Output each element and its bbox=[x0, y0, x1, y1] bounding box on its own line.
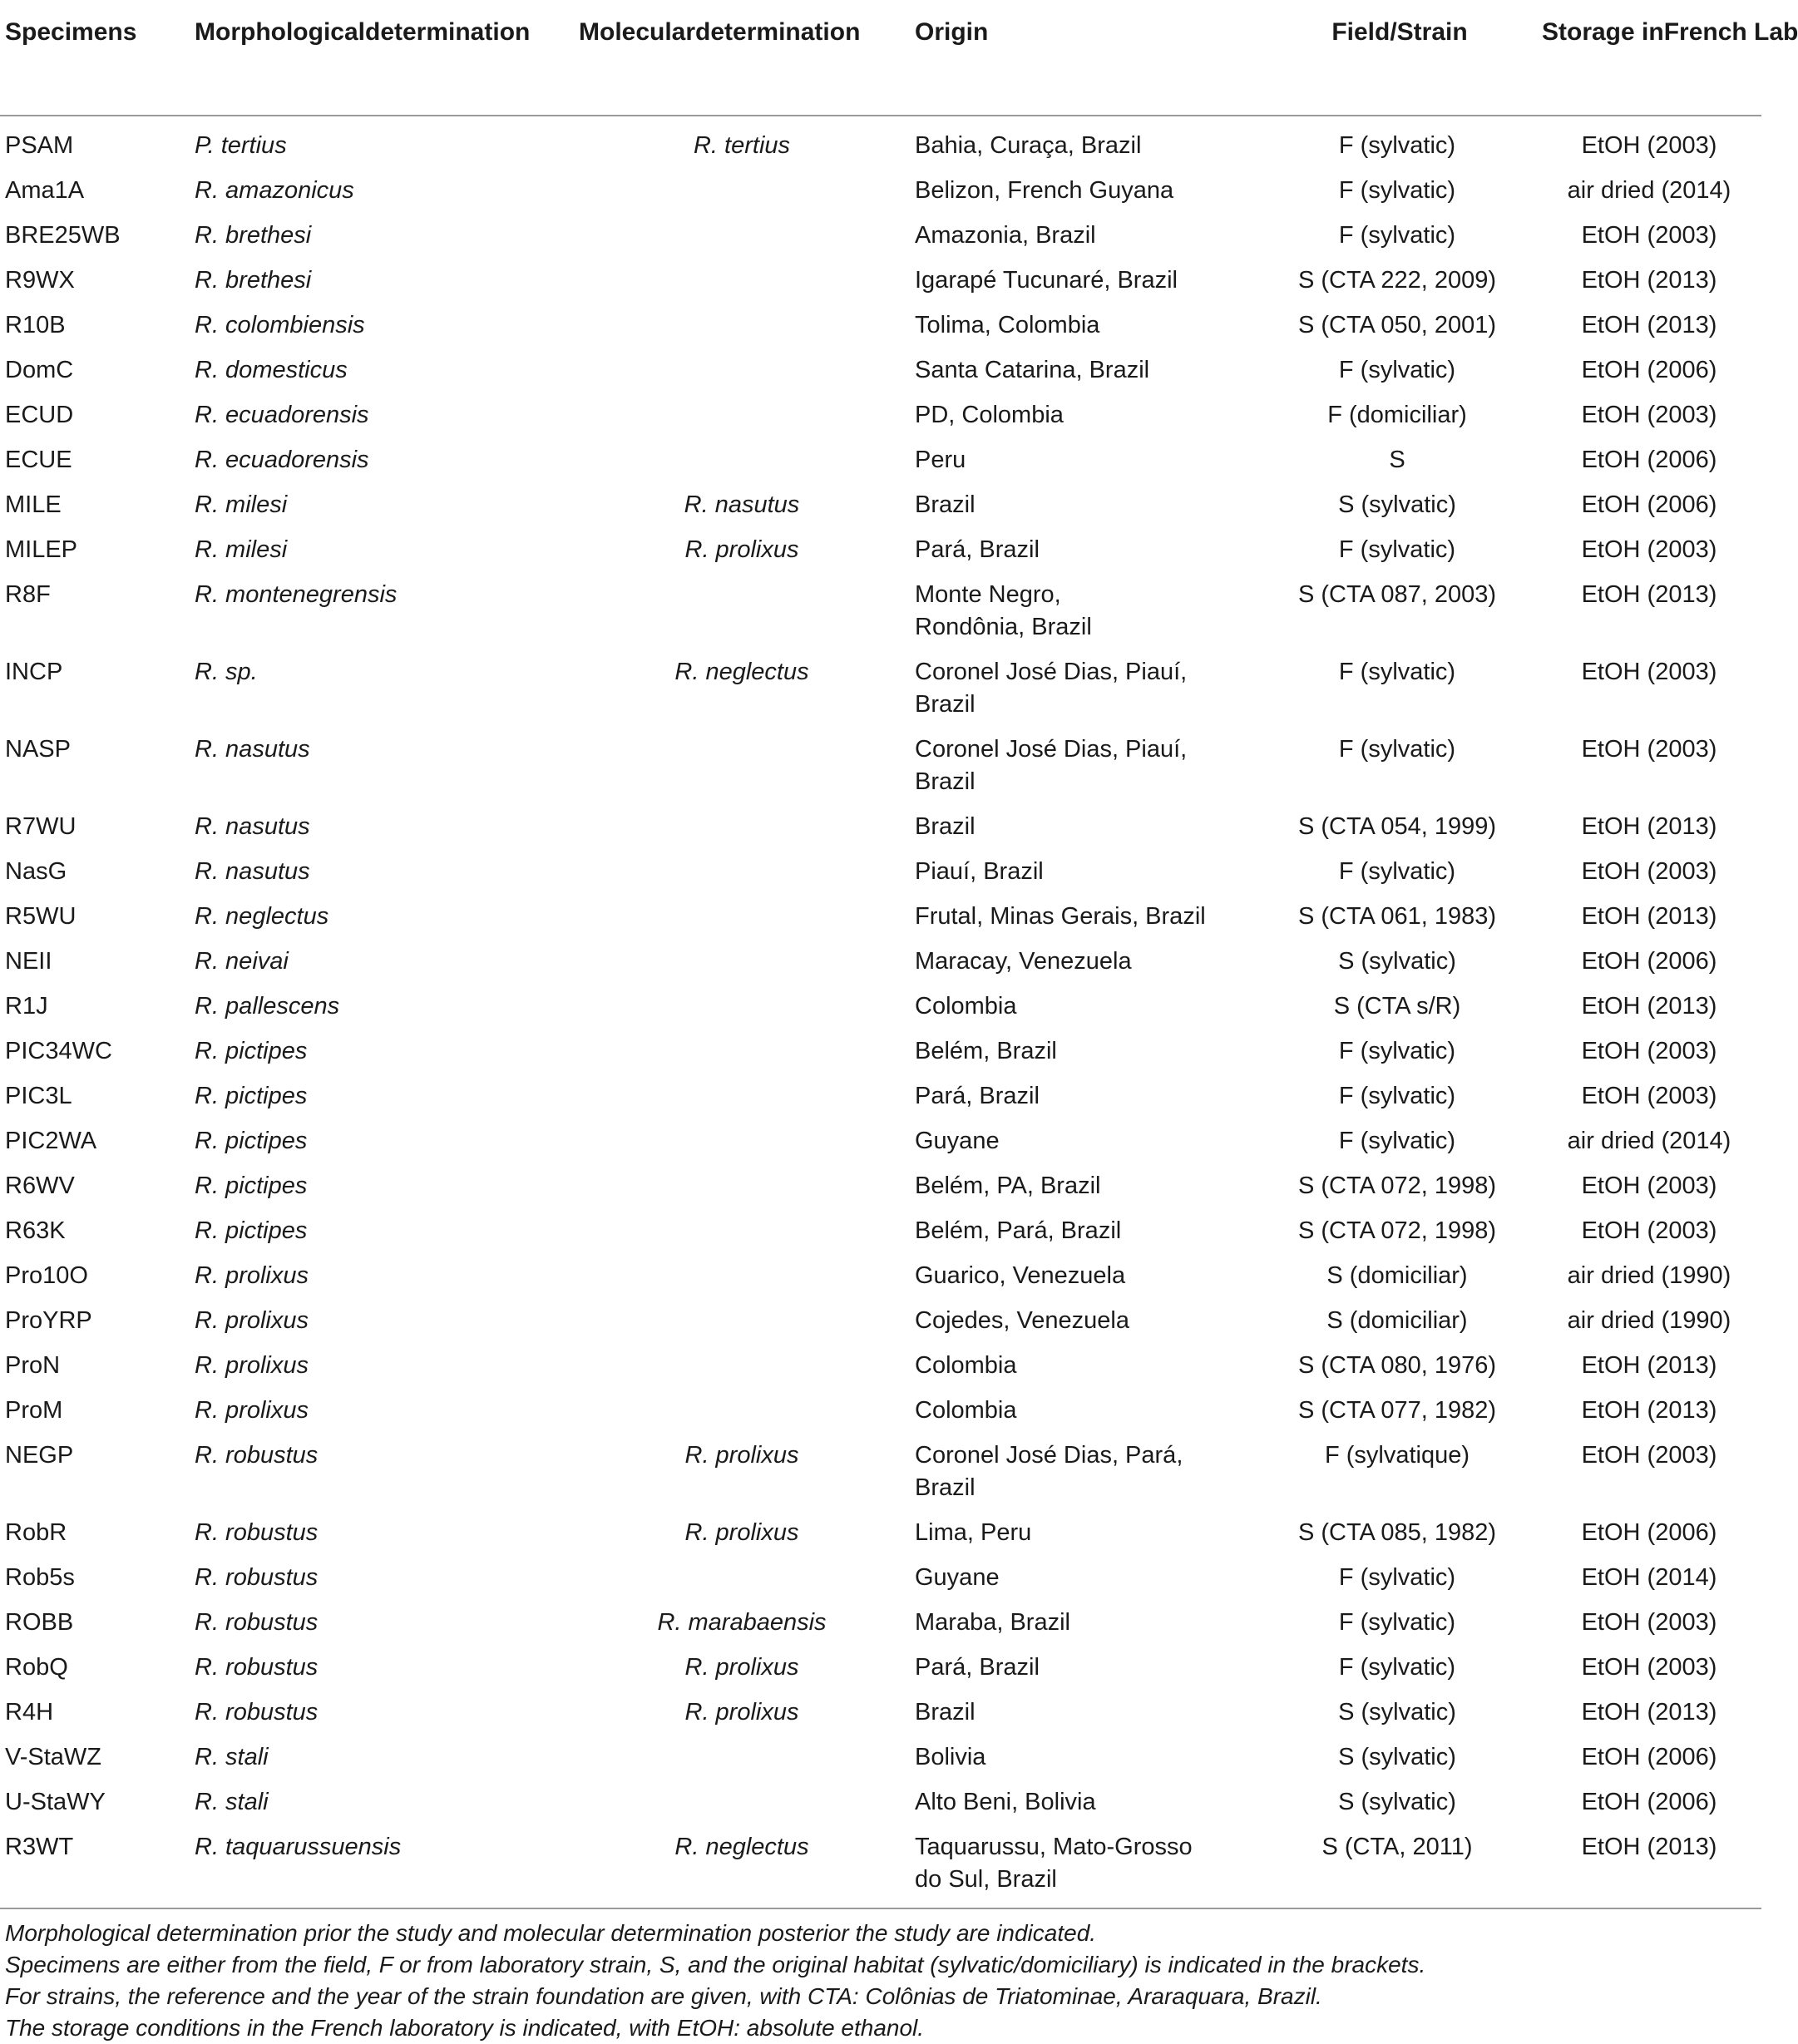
storage-cell: air dried (1990) bbox=[1567, 1307, 1731, 1334]
specimen-cell: R4H bbox=[5, 1699, 54, 1726]
footnote-line: The storage conditions in the French laboratory is indicated, with EtOH: absolute ethanol. bbox=[5, 2015, 925, 2041]
table-row bbox=[0, 1434, 1761, 1511]
table-row bbox=[0, 259, 1761, 304]
molecular-cell: R. neglectus bbox=[674, 659, 809, 685]
molecular-cell: R. prolixus bbox=[684, 1699, 799, 1726]
header-origin: Origin bbox=[910, 0, 1257, 116]
morphological-cell: R. robustus bbox=[195, 1564, 319, 1591]
field-strain-cell: S (CTA 087, 2003) bbox=[1297, 581, 1497, 608]
morphological-cell: R. domesticus bbox=[195, 357, 348, 383]
specimen-cell: PIC3L bbox=[5, 1083, 72, 1109]
table-row bbox=[0, 304, 1761, 348]
molecular-cell bbox=[574, 1164, 910, 1209]
origin-cell: Pará, Brazil bbox=[915, 1654, 1040, 1681]
molecular-cell bbox=[574, 728, 910, 805]
table-row bbox=[0, 1691, 1761, 1735]
storage-cell: EtOH (2013) bbox=[1581, 1397, 1717, 1424]
morphological-cell: R. pictipes bbox=[195, 1217, 308, 1244]
table-row bbox=[0, 985, 1761, 1029]
origin-cell: Amazonia, Brazil bbox=[915, 222, 1096, 249]
molecular-cell bbox=[574, 169, 910, 214]
molecular-cell: R. tertius bbox=[693, 132, 791, 159]
storage-cell: EtOH (2003) bbox=[1581, 659, 1717, 685]
table-row bbox=[0, 1299, 1761, 1344]
molecular-cell bbox=[574, 348, 910, 393]
storage-cell: EtOH (2003) bbox=[1581, 1173, 1717, 1199]
morphological-cell: R. milesi bbox=[195, 491, 288, 518]
origin-cell: Maraba, Brazil bbox=[915, 1609, 1070, 1636]
field-strain-cell: F (sylvatic) bbox=[1338, 1128, 1456, 1154]
footnote-line: Morphological determination prior the study and molecular determination posterior the study are indicated. bbox=[5, 1920, 1097, 1946]
field-strain-cell: F (sylvatic) bbox=[1338, 858, 1456, 885]
origin-cell: Belém, Brazil bbox=[915, 1038, 1057, 1064]
storage-cell: EtOH (2006) bbox=[1581, 1789, 1717, 1815]
molecular-cell bbox=[574, 940, 910, 985]
table-row bbox=[0, 650, 1761, 728]
morphological-cell: R. ecuadorensis bbox=[195, 447, 369, 473]
molecular-cell bbox=[574, 1029, 910, 1074]
origin-cell: Belizon, French Guyana bbox=[915, 177, 1174, 204]
field-strain-cell: F (sylvatic) bbox=[1338, 1609, 1456, 1636]
specimen-cell: DomC bbox=[5, 357, 74, 383]
specimen-cell: Ama1A bbox=[5, 177, 85, 204]
molecular-cell bbox=[574, 304, 910, 348]
table-row bbox=[0, 1209, 1761, 1254]
origin-cell: Maracay, Venezuela bbox=[915, 948, 1132, 975]
storage-cell: EtOH (2003) bbox=[1581, 1609, 1717, 1636]
morphological-cell: R. neivai bbox=[195, 948, 289, 975]
field-strain-cell: F (sylvatique) bbox=[1324, 1442, 1470, 1469]
table-body bbox=[0, 116, 1761, 1908]
specimen-cell: R9WX bbox=[5, 267, 75, 294]
specimen-cell: RobQ bbox=[5, 1654, 68, 1681]
specimen-cell: R1J bbox=[5, 993, 48, 1020]
field-strain-cell: F (sylvatic) bbox=[1338, 536, 1456, 563]
storage-cell: EtOH (2013) bbox=[1581, 903, 1717, 930]
morphological-cell: R. robustus bbox=[195, 1654, 319, 1681]
header-storage: Storage inFrench Lab bbox=[1537, 0, 1761, 116]
molecular-cell bbox=[574, 393, 910, 438]
table-row bbox=[0, 438, 1761, 483]
molecular-cell: R. marabaensis bbox=[657, 1609, 827, 1636]
morphological-cell: R. nasutus bbox=[195, 813, 310, 840]
morphological-cell: R. montenegrensis bbox=[195, 581, 398, 608]
molecular-cell bbox=[574, 573, 910, 650]
origin-cell: Frutal, Minas Gerais, Brazil bbox=[915, 903, 1206, 930]
specimen-cell: ProN bbox=[5, 1352, 61, 1379]
storage-cell: EtOH (2003) bbox=[1581, 222, 1717, 249]
field-strain-cell: F (sylvatic) bbox=[1338, 1564, 1456, 1591]
molecular-cell: R. neglectus bbox=[574, 1825, 910, 1908]
molecular-cell bbox=[574, 438, 910, 483]
storage-cell: EtOH (2006) bbox=[1581, 1519, 1717, 1546]
origin-cell: Coronel José Dias, Piauí, Brazil bbox=[915, 659, 1188, 718]
morphological-cell: R. robustus bbox=[195, 1609, 319, 1636]
origin-cell: Bolivia bbox=[915, 1744, 986, 1770]
specimen-cell: R8F bbox=[5, 581, 51, 608]
field-strain-cell: F (domiciliar) bbox=[1327, 402, 1467, 428]
footnote-line: Specimens are either from the field, F or from laboratory strain, S, and the original habitat (sylvatic/domiciliary) is indicated in the brackets. bbox=[5, 1952, 1426, 1977]
morphological-cell: R. brethesi bbox=[195, 267, 312, 294]
table-row bbox=[0, 805, 1761, 850]
storage-cell: air dried (1990) bbox=[1567, 1262, 1731, 1289]
specimen-cell: RobR bbox=[5, 1519, 67, 1546]
origin-cell: Bahia, Curaça, Brazil bbox=[915, 132, 1142, 159]
storage-cell: air dried (2014) bbox=[1567, 177, 1731, 204]
molecular-cell bbox=[574, 259, 910, 304]
specimen-cell: MILE bbox=[5, 491, 62, 518]
table-row bbox=[0, 1646, 1761, 1691]
table-row bbox=[0, 850, 1761, 895]
field-strain-cell: S (sylvatic) bbox=[1338, 1699, 1456, 1726]
origin-cell: Colombia bbox=[915, 1397, 1017, 1424]
specimen-cell: ProM bbox=[5, 1397, 63, 1424]
origin-cell: Lima, Peru bbox=[915, 1519, 1032, 1546]
specimen-cell: R3WT bbox=[0, 1825, 190, 1908]
table-row bbox=[0, 1029, 1761, 1074]
table-row bbox=[0, 169, 1761, 214]
storage-cell: EtOH (2013) bbox=[1581, 267, 1717, 294]
table-row bbox=[0, 214, 1761, 259]
morphological-cell: R. robustus bbox=[195, 1699, 319, 1726]
field-strain-cell: S (CTA 077, 1982) bbox=[1297, 1397, 1497, 1424]
table-footnotes bbox=[0, 1909, 1761, 2044]
field-strain-cell: S (CTA 080, 1976) bbox=[1297, 1352, 1497, 1379]
morphological-cell: R. brethesi bbox=[195, 222, 312, 249]
table-row bbox=[0, 895, 1761, 940]
origin-cell: Brazil bbox=[915, 1699, 976, 1726]
field-strain-cell: S (CTA s/R) bbox=[1333, 993, 1461, 1020]
molecular-cell bbox=[574, 214, 910, 259]
morphological-cell: R. pictipes bbox=[195, 1083, 308, 1109]
specimen-cell: PSAM bbox=[5, 132, 74, 159]
specimen-cell: V-StaWZ bbox=[5, 1744, 102, 1770]
morphological-cell: R. colombiensis bbox=[195, 312, 365, 338]
table-header-row bbox=[0, 0, 1761, 116]
origin-cell: Tolima, Colombia bbox=[915, 312, 1100, 338]
storage-cell: EtOH (2003) bbox=[1581, 736, 1717, 763]
origin-cell: Belém, PA, Brazil bbox=[915, 1173, 1101, 1199]
storage-cell: EtOH (2014) bbox=[1581, 1564, 1717, 1591]
storage-cell: EtOH (2003) bbox=[1581, 132, 1717, 159]
storage-cell: EtOH (2003) bbox=[1581, 1083, 1717, 1109]
storage-cell: EtOH (2003) bbox=[1581, 858, 1717, 885]
storage-cell: EtOH (2006) bbox=[1581, 1744, 1717, 1770]
storage-cell: EtOH (2006) bbox=[1581, 948, 1717, 975]
morphological-cell: R. robustus bbox=[195, 1442, 319, 1469]
specimen-cell: MILEP bbox=[5, 536, 78, 563]
morphological-cell: R. nasutus bbox=[195, 858, 310, 885]
storage-cell: EtOH (2013) bbox=[1537, 1825, 1761, 1908]
field-strain-cell: F (sylvatic) bbox=[1338, 1083, 1456, 1109]
morphological-cell: R. stali bbox=[195, 1789, 269, 1815]
field-strain-cell: F (sylvatic) bbox=[1338, 177, 1456, 204]
table-row bbox=[0, 1735, 1761, 1780]
origin-cell: Guarico, Venezuela bbox=[915, 1262, 1126, 1289]
origin-cell: Alto Beni, Bolivia bbox=[915, 1789, 1096, 1815]
origin-cell: Coronel José Dias, Pará, Brazil bbox=[915, 1442, 1183, 1501]
morphological-cell: R. pallescens bbox=[195, 993, 340, 1020]
specimen-cell: PIC34WC bbox=[5, 1038, 112, 1064]
specimen-cell: Rob5s bbox=[5, 1564, 75, 1591]
table-row bbox=[0, 1389, 1761, 1434]
field-strain-cell: F (sylvatic) bbox=[1338, 132, 1456, 159]
specimen-cell: NEGP bbox=[5, 1442, 74, 1469]
morphological-cell: R. sp. bbox=[195, 659, 258, 685]
specimen-cell: R6WV bbox=[5, 1173, 75, 1199]
molecular-cell bbox=[574, 895, 910, 940]
origin-cell: Colombia bbox=[915, 1352, 1017, 1379]
morphological-cell: R. pictipes bbox=[195, 1038, 308, 1064]
field-strain-cell: S (CTA 054, 1999) bbox=[1297, 813, 1497, 840]
origin-cell: Coronel José Dias, Piauí, Brazil bbox=[915, 736, 1188, 795]
field-strain-cell: S (CTA 085, 1982) bbox=[1297, 1519, 1497, 1546]
table-row bbox=[0, 393, 1761, 438]
table-row bbox=[0, 573, 1761, 650]
morphological-cell: R. pictipes bbox=[195, 1128, 308, 1154]
specimen-cell: ProYRP bbox=[5, 1307, 92, 1334]
storage-cell: EtOH (2003) bbox=[1581, 1442, 1717, 1469]
storage-cell: EtOH (2013) bbox=[1581, 581, 1717, 608]
specimen-cell: R63K bbox=[5, 1217, 66, 1244]
molecular-cell bbox=[574, 1254, 910, 1299]
field-strain-cell: S (CTA 072, 1998) bbox=[1297, 1217, 1497, 1244]
field-strain-cell: S (sylvatic) bbox=[1338, 1744, 1456, 1770]
molecular-cell: R. prolixus bbox=[684, 1519, 799, 1546]
field-strain-cell: S bbox=[1389, 447, 1405, 473]
field-strain-cell: F (sylvatic) bbox=[1338, 659, 1456, 685]
storage-cell: EtOH (2003) bbox=[1581, 1038, 1717, 1064]
field-strain-cell: F (sylvatic) bbox=[1338, 357, 1456, 383]
specimen-cell: U-StaWY bbox=[5, 1789, 106, 1815]
morphological-cell: R. prolixus bbox=[195, 1352, 309, 1379]
storage-cell: air dried (2014) bbox=[1567, 1128, 1731, 1154]
origin-cell: Guyane bbox=[915, 1564, 1000, 1591]
field-strain-cell: S (CTA 061, 1983) bbox=[1297, 903, 1497, 930]
morphological-cell: R. prolixus bbox=[195, 1397, 309, 1424]
molecular-cell: R. prolixus bbox=[684, 1654, 799, 1681]
field-strain-cell: F (sylvatic) bbox=[1338, 222, 1456, 249]
molecular-cell bbox=[574, 1074, 910, 1119]
table-row bbox=[0, 940, 1761, 985]
table-row bbox=[0, 1825, 1761, 1908]
table-row bbox=[0, 1780, 1761, 1825]
origin-cell: Pará, Brazil bbox=[915, 536, 1040, 563]
morphological-cell: R. stali bbox=[195, 1744, 269, 1770]
table-row bbox=[0, 728, 1761, 805]
molecular-cell bbox=[574, 1299, 910, 1344]
molecular-cell bbox=[574, 985, 910, 1029]
field-strain-cell: S (sylvatic) bbox=[1338, 948, 1456, 975]
field-strain-cell: F (sylvatic) bbox=[1338, 1038, 1456, 1064]
morphological-cell: R. prolixus bbox=[195, 1262, 309, 1289]
molecular-cell bbox=[574, 1389, 910, 1434]
field-strain-cell: F (sylvatic) bbox=[1338, 1654, 1456, 1681]
morphological-cell: R. neglectus bbox=[195, 903, 329, 930]
origin-cell: Brazil bbox=[915, 491, 976, 518]
molecular-cell bbox=[574, 1119, 910, 1164]
table-row bbox=[0, 483, 1761, 528]
storage-cell: EtOH (2006) bbox=[1581, 447, 1717, 473]
morphological-cell: R. milesi bbox=[195, 536, 288, 563]
specimen-cell: BRE25WB bbox=[5, 222, 121, 249]
storage-cell: EtOH (2003) bbox=[1581, 536, 1717, 563]
header-molecular-determination: Moleculardetermination bbox=[574, 0, 910, 116]
morphological-cell: R. ecuadorensis bbox=[195, 402, 369, 428]
morphological-cell: R. amazonicus bbox=[195, 177, 354, 204]
origin-cell: Piauí, Brazil bbox=[915, 858, 1044, 885]
origin-cell: Santa Catarina, Brazil bbox=[915, 357, 1150, 383]
morphological-cell: P. tertius bbox=[195, 132, 287, 159]
field-strain-cell: S (CTA, 2011) bbox=[1257, 1825, 1537, 1908]
origin-cell: Cojedes, Venezuela bbox=[915, 1307, 1129, 1334]
field-strain-cell: S (sylvatic) bbox=[1338, 491, 1456, 518]
morphological-cell: R. nasutus bbox=[195, 736, 310, 763]
table-row bbox=[0, 1254, 1761, 1299]
field-strain-cell: S (domiciliar) bbox=[1326, 1262, 1468, 1289]
molecular-cell bbox=[574, 1735, 910, 1780]
molecular-cell bbox=[574, 1209, 910, 1254]
molecular-cell: R. prolixus bbox=[684, 536, 799, 563]
specimen-cell: R7WU bbox=[5, 813, 77, 840]
origin-cell: Peru bbox=[915, 447, 966, 473]
specimen-cell: ROBB bbox=[5, 1609, 74, 1636]
storage-cell: EtOH (2013) bbox=[1581, 813, 1717, 840]
origin-cell: Monte Negro, Rondônia, Brazil bbox=[915, 581, 1092, 640]
storage-cell: EtOH (2013) bbox=[1581, 993, 1717, 1020]
field-strain-cell: S (domiciliar) bbox=[1326, 1307, 1468, 1334]
molecular-cell bbox=[574, 1556, 910, 1601]
storage-cell: EtOH (2003) bbox=[1581, 402, 1717, 428]
table-row bbox=[0, 348, 1761, 393]
table-row bbox=[0, 1164, 1761, 1209]
origin-cell: Igarapé Tucunaré, Brazil bbox=[915, 267, 1178, 294]
table-row bbox=[0, 1344, 1761, 1389]
storage-cell: EtOH (2013) bbox=[1581, 1352, 1717, 1379]
field-strain-cell: S (sylvatic) bbox=[1338, 1789, 1456, 1815]
origin-cell: Belém, Pará, Brazil bbox=[915, 1217, 1122, 1244]
origin-cell: Guyane bbox=[915, 1128, 1000, 1154]
morphological-cell: R. pictipes bbox=[195, 1173, 308, 1199]
field-strain-cell: F (sylvatic) bbox=[1338, 736, 1456, 763]
specimen-cell: R10B bbox=[5, 312, 66, 338]
molecular-cell: R. prolixus bbox=[684, 1442, 799, 1469]
specimen-cell: NasG bbox=[5, 858, 67, 885]
header-morphological-determination: Morphologicaldetermination bbox=[190, 0, 574, 116]
origin-cell: Colombia bbox=[915, 993, 1017, 1020]
storage-cell: EtOH (2013) bbox=[1581, 1699, 1717, 1726]
table-row bbox=[0, 1119, 1761, 1164]
field-strain-cell: S (CTA 222, 2009) bbox=[1297, 267, 1497, 294]
field-strain-cell: S (CTA 050, 2001) bbox=[1297, 312, 1497, 338]
specimen-cell: ECUD bbox=[5, 402, 74, 428]
specimen-cell: PIC2WA bbox=[5, 1128, 97, 1154]
origin-cell: Taquarussu, Mato-Grosso do Sul, Brazil bbox=[910, 1825, 1257, 1908]
specimen-cell: Pro10O bbox=[5, 1262, 88, 1289]
specimen-cell: NEII bbox=[5, 948, 52, 975]
morphological-cell: R. taquarussuensis bbox=[190, 1825, 574, 1908]
morphological-cell: R. robustus bbox=[195, 1519, 319, 1546]
table-row bbox=[0, 528, 1761, 573]
footnote-line: For strains, the reference and the year of the strain foundation are given, with CTA: Colônias de Triatominae, Araraquara, Brazil. bbox=[5, 1983, 1322, 2009]
storage-cell: EtOH (2006) bbox=[1581, 491, 1717, 518]
field-strain-cell: S (CTA 072, 1998) bbox=[1297, 1173, 1497, 1199]
origin-cell: Brazil bbox=[915, 813, 976, 840]
header-field-strain: Field/Strain bbox=[1257, 0, 1537, 116]
storage-cell: EtOH (2003) bbox=[1581, 1654, 1717, 1681]
molecular-cell bbox=[574, 1344, 910, 1389]
specimen-cell: R5WU bbox=[5, 903, 77, 930]
header-specimens: Specimens bbox=[0, 0, 190, 116]
table-row bbox=[0, 1556, 1761, 1601]
molecular-cell bbox=[574, 850, 910, 895]
molecular-cell bbox=[574, 1780, 910, 1825]
origin-cell: Pará, Brazil bbox=[915, 1083, 1040, 1109]
specimen-cell: NASP bbox=[5, 736, 71, 763]
specimen-cell: INCP bbox=[5, 659, 63, 685]
morphological-cell: R. prolixus bbox=[195, 1307, 309, 1334]
storage-cell: EtOH (2006) bbox=[1581, 357, 1717, 383]
origin-cell: PD, Colombia bbox=[915, 402, 1064, 428]
table-row bbox=[0, 116, 1761, 169]
molecular-cell bbox=[574, 805, 910, 850]
storage-cell: EtOH (2003) bbox=[1581, 1217, 1717, 1244]
specimen-cell: ECUE bbox=[5, 447, 72, 473]
table-row bbox=[0, 1601, 1761, 1646]
molecular-cell: R. nasutus bbox=[684, 491, 800, 518]
table-row bbox=[0, 1074, 1761, 1119]
storage-cell: EtOH (2013) bbox=[1581, 312, 1717, 338]
table-row bbox=[0, 1511, 1761, 1556]
